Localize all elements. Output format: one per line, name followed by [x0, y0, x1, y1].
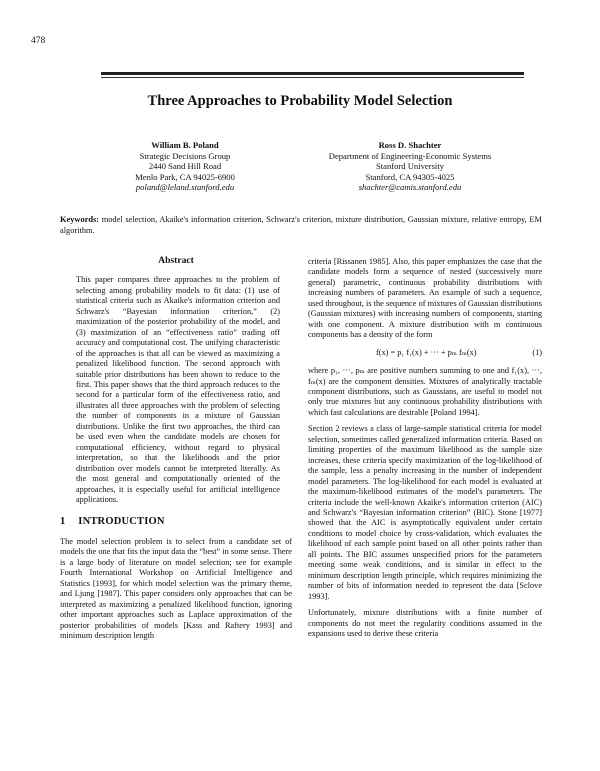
author-city: Stanford, CA 94305-4025 — [365, 171, 455, 182]
section-title: INTRODUCTION — [78, 516, 165, 528]
author-name: William B. Poland — [151, 140, 219, 150]
body-paragraph: where p₁, ···, pₘ are positive numbers summing to one and f₁(x), ···, fₘ(x) are the component densities. Mixtures of analytically tractable component distributions, such as Gaussians, are useful to model not only true mixtures but any continuous probability distributions with which fast calculations are desirable [Poland 1994]. — [308, 366, 542, 417]
intro-paragraph: The model selection problem is to select from a candidate set of models the one that fits the input data the “best” in some sense. There is a large body of literature on model selection; see for example Fourth International Workshop on Artificial Intelligence and Statistics [1993], for which model selection was the primary theme, and Ljung [1987]. This paper considers only approaches that can be interpreted as maximizing a penalized likelihood function, ignoring other important approaches such as Laplace approximation of the posterior probabilities of models [Kass and Raftery 1993] and minimum description length — [60, 536, 292, 640]
section-heading — [60, 517, 292, 527]
author-affiliation: Department of Engineering-Economic Systems — [328, 150, 492, 161]
author-block-shachter — [300, 140, 520, 193]
left-column — [60, 256, 292, 647]
author-email: poland@leland.stanford.edu — [135, 182, 235, 193]
author-city: Menlo Park, CA 94025-6900 — [135, 171, 235, 182]
keywords-text: model selection, Akaike's information criterion, Schwarz's criterion, mixture distribution, Gaussian mixture, relative entropy, EM algorithm. — [60, 215, 542, 235]
header-rule-thin — [101, 77, 524, 78]
author-name: Ross D. Shachter — [378, 140, 442, 150]
author-address: Stanford University — [375, 161, 445, 172]
keywords — [60, 214, 542, 236]
author-block-poland — [95, 140, 275, 193]
author-address: 2440 Sand Hill Road — [148, 161, 222, 172]
abstract-text: This paper compares three approaches to the problem of selecting among probability models to fit data: (1) use of statistical criteria such as Akaike's information criterion and Schwarz's “Bayesian information criterion,” (2) maximization of the posterior probability of the model, and (3) maximization of an “effectiveness ratio” trading off accuracy and computational cost. The unifying characteristic of the approaches is that all can be viewed as maximizing a penalized likelihood function. The second approach with suitable prior distributions has been shown to reduce to the first. This paper shows that the third approach reduces to the second for a particular form of the effectiveness ratio, and illustrates all three approaches with the problem of selecting the number of components in a mixture of Gaussian distributions. Unlike the first two approaches, the third can be used even when the candidate models are chosen for computational efficiency, without regard to physical interpretation, so that the likelihoods and the prior distribution over models cannot be interpreted literally. As the most general and computationally oriented of the approaches, it is especially useful for artificial intelligence applications. — [76, 275, 280, 504]
equation-formula: f(x) = p₁ f₁(x) + ··· + pₘ fₘ(x) — [376, 347, 477, 357]
author-email: shachter@camis.stanford.edu — [358, 182, 462, 193]
abstract-heading: Abstract — [158, 255, 194, 266]
body-paragraph: criteria [Rissanen 1985]. Also, this paper emphasizes the case that the candidate models form a sequence of nested (successively more general) parametric, continuous probability distributions with increasing numbers of parameters. An example of such a sequence, used throughout, is the sequence of mixtures of Gaussian distributions (Gaussian mixtures) with increasing numbers of components, starting with one component. A mixture distribution with m continuous components has a density of the form — [308, 257, 542, 340]
paper-title: Three Approaches to Probability Model Selection — [147, 93, 453, 109]
body-paragraph: Section 2 reviews a class of large-sample statistical criteria for model selection, sometimes called generalized information criteria. Based on limiting properties of the maximum likelihood as the sample size increases, these criteria specify maximization of the log-likelihood of the sample, less a penalty increasing in the number of independent model parameters. The log-likelihood for each model is evaluated at the maximum-likelihood estimates of the model's parameters. The criteria include the well-known Akaike's information criterion (AIC) and Schwarz's “Bayesian information criterion” (BIC). Stone [1977] showed that the AIC is asymptotically equivalent under certain conditions to model choice by cross-validation, which evaluates the likelihood of each sample point based on all other points rather than all points. The BIC assumes unspecified priors for the parameters meeting some weak conditions, and is similar in effect to the minimum description length principle, which requires minimizing the number of bits of information needed to represent the data [Sclove 1993]. — [308, 424, 542, 601]
page-number: 478 — [31, 36, 46, 46]
body-paragraph: Unfortunately, mixture distributions with a finite number of components do not meet the regularity conditions assumed in the expansions used to derive these criteria — [308, 608, 542, 638]
header-rule-thick — [101, 72, 524, 75]
right-column — [308, 257, 542, 645]
author-affiliation: Strategic Decisions Group — [139, 150, 231, 161]
equation — [308, 348, 542, 358]
keywords-label: Keywords: — [60, 215, 100, 224]
equation-number: (1) — [532, 347, 542, 357]
section-number: 1 — [60, 516, 66, 528]
